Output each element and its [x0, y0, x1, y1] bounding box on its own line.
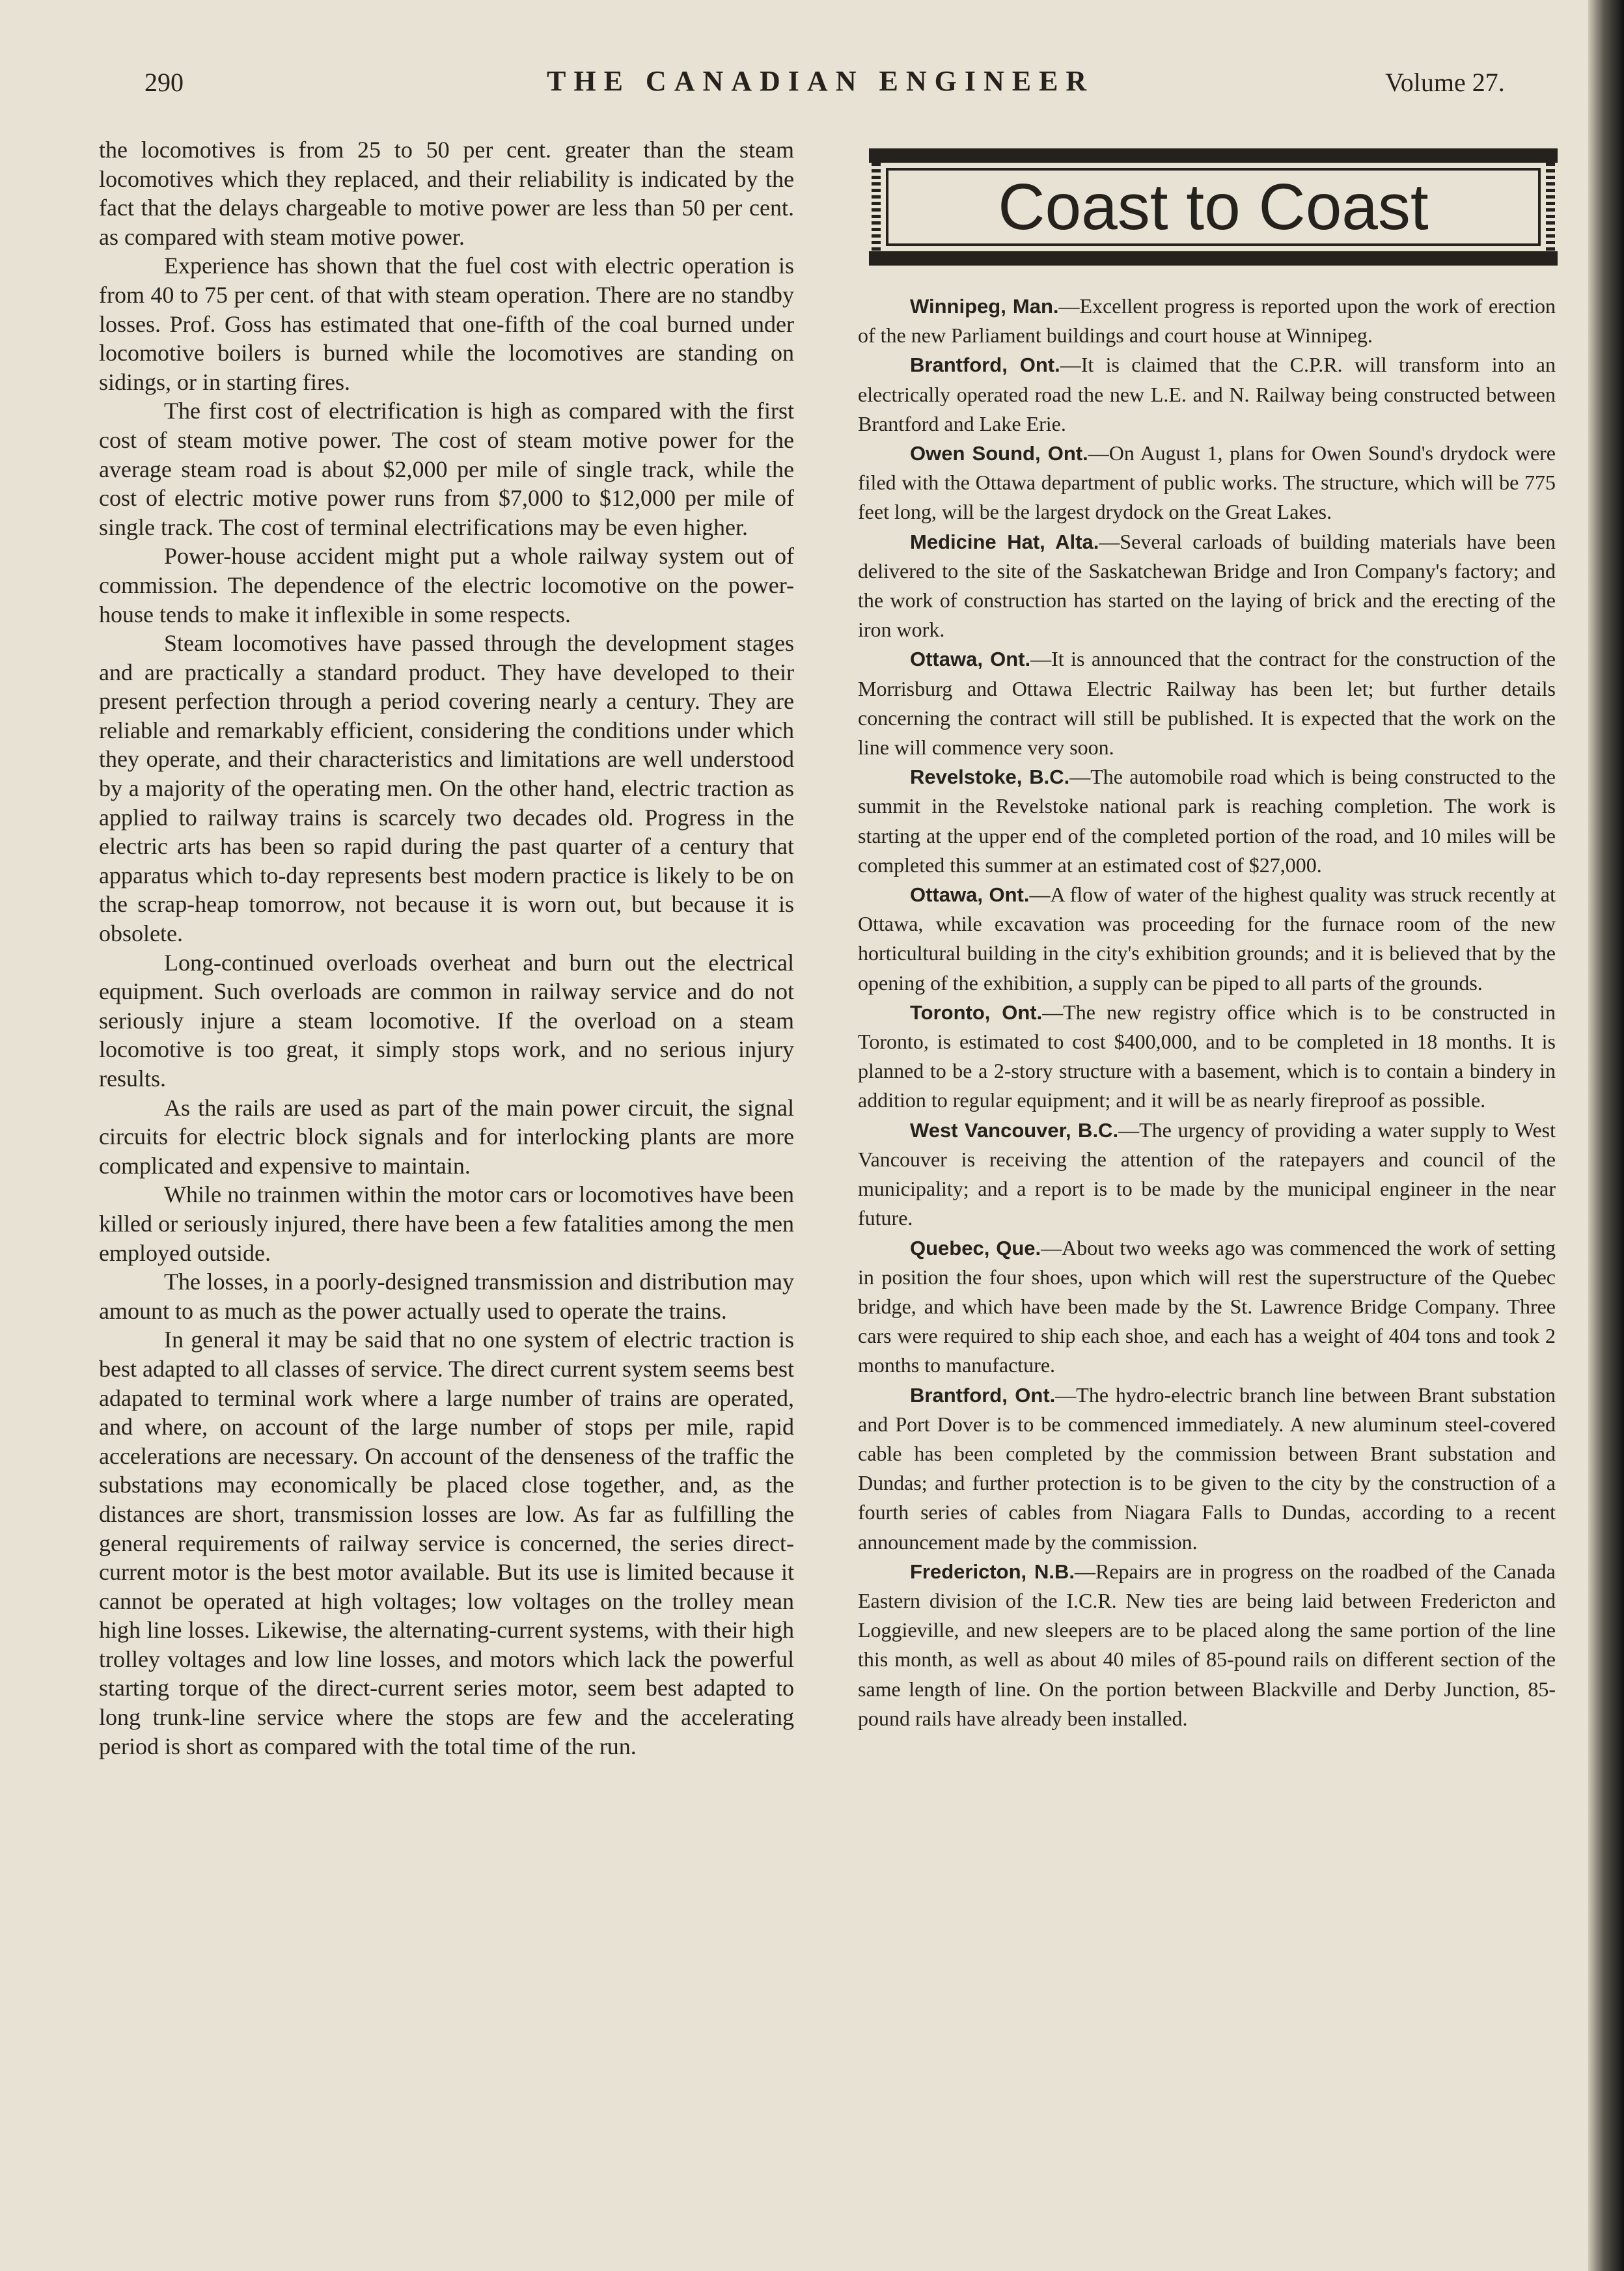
news-item	[858, 1381, 1556, 1557]
section-banner	[869, 148, 1558, 266]
news-item-place: Ottawa, Ont.	[910, 883, 1030, 907]
paragraph: The first cost of electrification is high as compared with the first cost of steam motive power. The cost of steam motive power for the average steam road is about $2,000 per mile of single track, while the cost of electric motive power runs from $7,000 to $12,000 per mile of single track. The cost of terminal electrifications may be even higher.	[99, 398, 794, 540]
news-item-place: Toronto, Ont.	[910, 1000, 1043, 1024]
news-item	[858, 1116, 1556, 1233]
news-item	[858, 292, 1556, 350]
news-item-place: Brantford, Ont.	[910, 1383, 1056, 1407]
news-item-text: —The hydro-electric branch line between Brant substation and Port Dover is to be commenced immediately. A new aluminum steel-covered cable has been completed by the commission between Brant substation and Dundas; and further protection is to be given to the city by the construction of a fourth series of cables from Niagara Falls to Dundas, according to a recent announcement made by the commission.	[858, 1383, 1556, 1554]
news-item-place: Revelstoke, B.C.	[910, 765, 1070, 789]
news-item	[858, 998, 1556, 1116]
news-item-place: Medicine Hat, Alta.	[910, 530, 1099, 553]
news-item	[858, 880, 1556, 998]
banner-frame	[886, 168, 1541, 246]
paragraph: Long-continued overloads overheat and burn out the electrical equipment. Such overloads are common in railway service and do not seriously injure a steam locomotive. If the overload on a steam locomotive is too great, it simply stops work, and no serious injury results.	[99, 949, 794, 1092]
news-item-text: —The automobile road which is being constructed to the summit in the Revelstoke national park is reaching completion. The work is starting at the upper end of the completed portion of the road, and 10 miles will be completed this summer at an estimated cost of $27,000.	[858, 765, 1556, 877]
news-item	[858, 350, 1556, 439]
paragraph: the locomotives is from 25 to 50 per cent. greater than the steam locomotives which they replaced, and their reliability is indicated by the fact that the delays chargeable to motive power are less than 50 per cent. as compared with steam motive power.	[99, 137, 794, 250]
journal-title: THE CANADIAN ENGINEER	[547, 65, 1095, 97]
news-item-place: West Vancouver, B.C.	[910, 1118, 1119, 1142]
page-gutter-shadow	[1588, 0, 1624, 2271]
news-item-text: —Several carloads of building materials have been delivered to the site of the Saskatchewan Bridge and Iron Company's factory; and the work of construction has started on the laying of brick and the erecting of the iron work.	[858, 529, 1556, 642]
news-item	[858, 1233, 1556, 1381]
section-title: Coast to Coast	[998, 171, 1429, 243]
news-item-place: Owen Sound, Ont.	[910, 442, 1088, 465]
news-item-text: —About two weeks ago was commenced the work of setting in position the four shoes, upon which will rest the superstructure of the Quebec bridge, and which have been made by the St. Lawrence Bridge Company. Three cars were required to ship each shoe, and each has a weight of 404 tons and took 2 months to manufacture.	[858, 1235, 1556, 1377]
news-item	[858, 527, 1556, 645]
news-item-place: Winnipeg, Man.	[910, 295, 1059, 318]
page-number: 290	[145, 68, 184, 97]
news-item-text: —The new registry office which is to be constructed in Toronto, is estimated to cost $400,000, and to be completed in 18 months. It is planned to be a 2-story structure with a basement, which is to contain a bindery in addition to regular equipment; and it will be as nearly fireproof as possible.	[858, 1000, 1556, 1112]
news-item-place: Ottawa, Ont.	[910, 648, 1031, 671]
news-column	[858, 292, 1556, 1733]
banner-border-right	[1546, 163, 1555, 251]
paragraph: Power-house accident might put a whole railway system out of commission. The dependence of the electric locomotive on the power-house tends to make it inflexible in some respects.	[99, 543, 794, 627]
paragraph: Experience has shown that the fuel cost with electric operation is from 40 to 75 per cent. of that with steam operation. There are no standby losses. Prof. Goss has estimated that one-fifth of the coal burned under locomotive boilers is burned while the locomotives are standing on sidings, or in starting fires.	[99, 253, 794, 395]
news-item-text: —On August 1, plans for Owen Sound's drydock were filed with the Ottawa department of public works. The structure, which will be 775 feet long, will be the largest drydock on the Great Lakes.	[858, 441, 1556, 524]
banner-border-left	[872, 163, 881, 251]
news-item	[858, 439, 1556, 527]
news-item-text: —It is announced that the contract for the construction of the Morrisburg and Ottawa Electric Railway has been let; but further details concerning the contract will still be published. It is expected that the work on the line will commence very soon.	[858, 647, 1556, 760]
paragraph: As the rails are used as part of the main power circuit, the signal circuits for electric block signals and for interlocking plants are more complicated and expensive to maintain.	[99, 1094, 794, 1179]
news-item-text: —It is claimed that the C.P.R. will transform into an electrically operated road the new L.E. and N. Railway being constructed between Brantford and Lake Erie.	[858, 353, 1556, 435]
paragraph: While no trainmen within the motor cars or locomotives have been killed or seriously injured, there have been a few fatalities among the men employed outside.	[99, 1181, 794, 1266]
paragraph: The losses, in a poorly-designed transmission and distribution may amount to as much as the power actually used to operate the trains.	[99, 1269, 794, 1324]
page-header	[0, 62, 1588, 107]
news-item	[858, 1557, 1556, 1733]
paragraph: In general it may be said that no one system of electric traction is best adapted to all classes of service. The direct current system seems best adapated to terminal work where a large number of trains are operated, and where, on account of the large number of stops per mile, rapid accelerations are necessary. On account of the denseness of the traffic the substations may economically be placed close together, and, as the distances are short, transmission losses are low. As far as fulfilling the general requirements of railway service is concerned, the series direct-current motor is the best motor available. But its use is limited because it cannot be operated at high voltages; low voltages on the trolley mean high line losses. Likewise, the alternating-current systems, with their high trolley voltages and low line losses, and motors which lack the powerful starting torque of the direct-current series motor, seem best adapted to long trunk-line service where the stops are few and the accelerating period is short as compared with the total time of the run.	[99, 1327, 794, 1759]
news-item-place: Brantford, Ont.	[910, 353, 1060, 377]
news-item	[858, 644, 1556, 762]
news-item-text: —The urgency of providing a water supply to West Vancouver is receiving the attention of the ratepayers and council of the municipality; and a report is to be made by the municipal engineer in the near future.	[858, 1118, 1556, 1230]
left-column	[99, 135, 794, 1761]
news-item-place: Fredericton, N.B.	[910, 1560, 1075, 1583]
news-item-place: Quebec, Que.	[910, 1236, 1041, 1259]
news-item-text: —Repairs are in progress on the roadbed of the Canada Eastern division of the I.C.R. New ties are being laid between Fredericton and Loggieville, and new sleepers are to be placed along the same portion of the line this month, as well as about 40 miles of 85-pound rails on different section of the same length of line. On the portion between Blackville and Derby Junction, 85-pound rails have already been installed.	[858, 1559, 1556, 1730]
news-item-text: —A flow of water of the highest quality was struck recently at Ottawa, while excavation was proceeding for the furnace room of the new horticultural building in the city's exhibition grounds; and it is believed that by the opening of the exhibition, a supply can be piped to all parts of the grounds.	[858, 883, 1556, 995]
news-item	[858, 762, 1556, 880]
volume-label: Volume 27.	[1385, 68, 1505, 97]
paragraph: Steam locomotives have passed through the development stages and are practically a standard product. They have developed to their present perfection through a period covering nearly a century. They are reliable and remarkably efficient, considering the conditions under which they operate, and their characteristics and limitations are well understood by a majority of the operating men. On the other hand, electric traction as applied to railway trains is scarcely two decades old. Progress in the electric arts has been so rapid during the past quarter of a century that apparatus which to-day represents best modern practice is likely to be on the scrap-heap tomorrow, not because it is worn out, but because it is obsolete.	[99, 630, 794, 947]
news-item-text: —Excellent progress is reported upon the work of erection of the new Parliament buildings and court house at Winnipeg.	[858, 294, 1556, 348]
